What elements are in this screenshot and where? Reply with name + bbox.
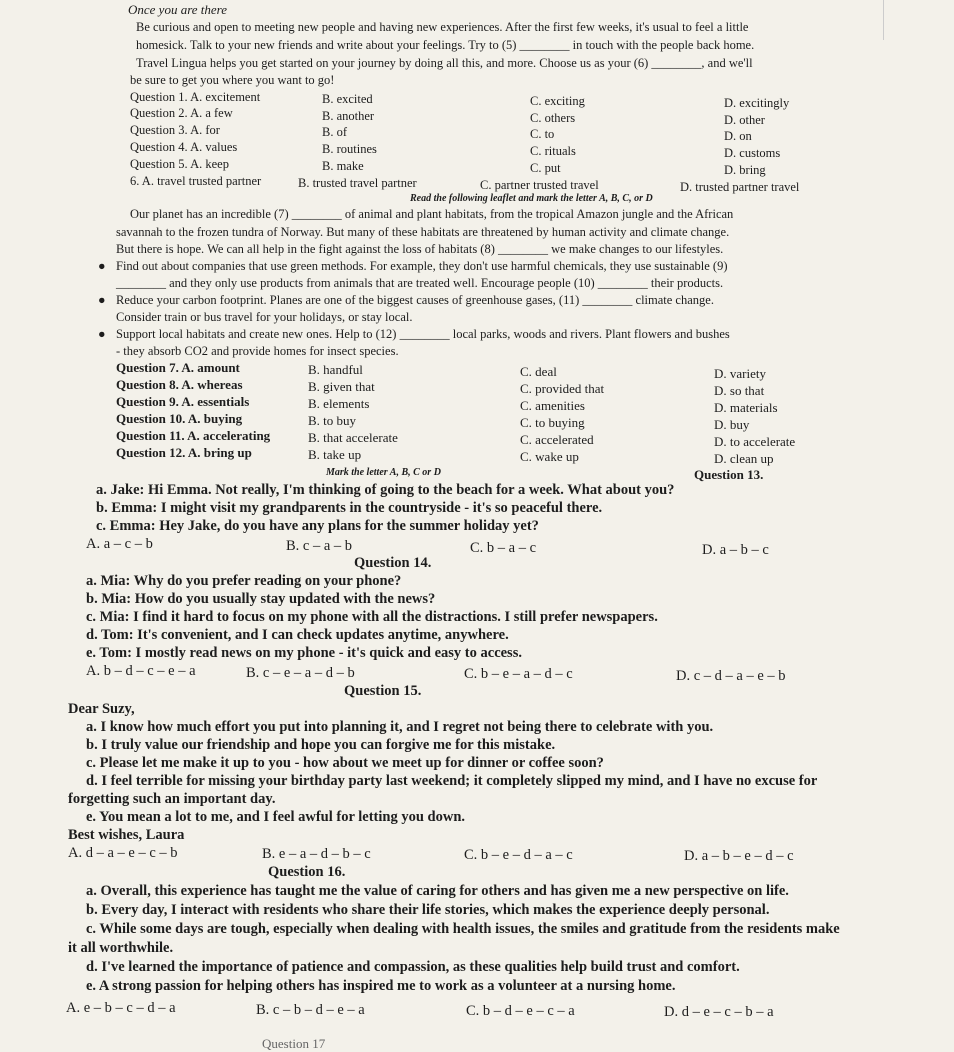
dialogue-line: c. Mia: I find it hard to focus on my phone with all the distractions. I still prefer newspapers. [86,609,658,625]
letter-line: c. Please let me make it up to you - how about we meet up for dinner or coffee soon? [86,755,604,771]
option-d: D. excitingly [724,96,790,110]
letter-closing: Best wishes, Laura [68,827,185,843]
answer-d: D. c – d – a – e – b [676,668,786,684]
question-title: Question 13. [694,467,764,482]
dialogue-line: d. Tom: It's convenient, and I can check updates anytime, anywhere. [86,627,509,643]
leaflet-line: Consider train or bus travel for your holidays, or stay local. [116,310,413,324]
letter-line: forgetting such an important day. [68,791,276,807]
option-row: Question 4. A. values [130,140,238,154]
intro-heading: Once you are there [128,2,228,17]
paragraph-line: b. Every day, I interact with residents who share their life stories, which makes the experience deeply personal. [86,902,770,918]
option-b: B. handful [308,362,363,377]
letter-line: b. I truly value our friendship and hope you can forgive me for this mistake. [86,737,556,753]
option-row: Question 7. A. amount [116,360,240,375]
option-c: C. to [530,127,555,141]
dialogue-line: e. Tom: I mostly read news on my phone - it's quick and easy to access. [86,645,522,661]
bullet-icon: ● [98,327,106,341]
leaflet-line: Our planet has an incredible (7) ________ of animal and plant habitats, from the tropical Amazon jungle and the African [130,207,734,221]
paragraph-line: e. A strong passion for helping others has inspired me to work as a volunteer at a nursing home. [86,978,676,994]
option-row: 6. A. travel trusted partner [130,174,262,188]
option-d: D. materials [714,400,778,415]
question-title: Question 15. [344,683,422,699]
option-b: B. make [322,159,364,173]
option-c: C. wake up [520,449,579,464]
option-d: D. clean up [714,451,774,466]
dialogue-line: c. Emma: Hey Jake, do you have any plans for the summer holiday yet? [96,518,539,534]
option-row: Question 5. A. keep [130,157,229,171]
option-b: B. to buy [308,413,357,428]
option-b: B. excited [322,92,373,106]
option-c: C. exciting [530,94,585,108]
page-edge [883,0,954,40]
leaflet-instruction: Read the following leaflet and mark the letter A, B, C, or D [410,193,653,204]
answer-c: C. b – a – c [470,540,537,556]
dialogue-line: b. Mia: How do you usually stay updated with the news? [86,591,436,607]
option-b: B. given that [308,379,375,394]
option-d: D. trusted partner travel [680,180,800,194]
option-row: Question 10. A. buying [116,411,243,426]
option-c: C. partner trusted travel [480,178,599,192]
letter-line: e. You mean a lot to me, and I feel awful for letting you down. [86,809,466,825]
answer-b: B. c – e – a – d – b [246,665,355,681]
intro-line: be sure to get you where you want to go! [130,73,335,87]
leaflet-line: Reduce your carbon footprint. Planes are one of the biggest causes of greenhouse gases, (11) ________ climate change. [116,293,714,307]
intro-line: Travel Lingua helps you get started on your journey by doing all this, and more. Choose us as your (6) ________, and we'll [136,56,753,70]
option-d: D. customs [724,146,781,160]
option-d: D. buy [714,417,750,432]
option-c: C. accelerated [520,432,594,447]
option-c: C. put [530,161,561,175]
option-row: Question 2. A. a few [130,106,233,120]
answer-a: A. e – b – c – d – a [66,1000,176,1016]
answer-d: D. d – e – c – b – a [664,1004,774,1020]
intro-line: Be curious and open to meeting new people and having new experiences. After the first few weeks, it's usual to feel a little [136,20,749,34]
paragraph-line: d. I've learned the importance of patience and compassion, as these qualities help build trust and comfort. [86,959,740,975]
answer-b: B. e – a – d – b – c [262,846,371,862]
option-c: C. amenities [520,398,585,413]
paragraph-line: a. Overall, this experience has taught me the value of caring for others and has given me a new perspective on life. [86,883,789,899]
question-title: Question 14. [354,555,432,571]
option-c: C. to buying [520,415,585,430]
letter-line: d. I feel terrible for missing your birthday party last weekend; it completely slipped my mind, and I have no excuse for [86,773,818,789]
option-d: D. bring [724,163,766,177]
option-b: B. of [322,125,347,139]
leaflet-line: Support local habitats and create new ones. Help to (12) ________ local parks, woods and rivers. Plant flowers and bushes [116,327,730,341]
option-d: D. to accelerate [714,434,796,449]
option-row: Question 8. A. whereas [116,377,243,392]
option-b: B. another [322,109,375,123]
option-b: B. take up [308,447,362,462]
option-b: B. trusted travel partner [298,176,417,190]
option-b: B. elements [308,396,370,411]
answer-a: A. d – a – e – c – b [68,845,178,861]
paragraph-line: it all worthwhile. [68,940,174,956]
leaflet-line: savannah to the frozen tundra of Norway. But many of these habitats are threatened by human activity and climate change. [116,225,730,239]
intro-line: homesick. Talk to your new friends and write about your feelings. Try to (5) ________ in touch with the people back home. [136,38,755,52]
question-title: Question 16. [268,864,346,880]
answer-a: A. b – d – c – e – a [86,663,196,679]
option-d: D. so that [714,383,765,398]
option-row: Question 3. A. for [130,123,220,137]
mark-instruction: Mark the letter A, B, C or D [326,467,441,478]
option-b: B. that accelerate [308,430,398,445]
letter-line: a. I know how much effort you put into planning it, and I regret not being there to celebrate with you. [86,719,714,735]
answer-a: A. a – c – b [86,536,153,552]
dialogue-line: b. Emma: I might visit my grandparents in the countryside - it's so peaceful there. [96,500,603,516]
option-d: D. on [724,129,752,143]
option-d: D. variety [714,366,766,381]
letter-greeting: Dear Suzy, [68,701,135,717]
option-c: C. others [530,111,576,125]
option-c: C. rituals [530,144,576,158]
answer-c: C. b – d – e – c – a [466,1003,575,1019]
option-row: Question 11. A. accelerating [116,428,271,443]
dialogue-line: a. Mia: Why do you prefer reading on your phone? [86,573,402,589]
answer-c: C. b – e – a – d – c [464,666,573,682]
option-c: C. deal [520,364,557,379]
option-d: D. other [724,113,765,127]
answer-c: C. b – e – d – a – c [464,847,573,863]
option-b: B. routines [322,142,377,156]
option-row: Question 1. A. excitement [130,90,261,104]
leaflet-line: But there is hope. We can all help in the fight against the loss of habitats (8) ________ we make changes to our lifestyles. [116,242,724,256]
leaflet-line: - they absorb CO2 and provide homes for insect species. [116,344,399,358]
dialogue-line: a. Jake: Hi Emma. Not really, I'm thinking of going to the beach for a week. What about you? [96,482,675,498]
answer-d: D. a – b – c [702,542,769,558]
bullet-icon: ● [98,259,106,273]
bullet-icon: ● [98,293,106,307]
option-row: Question 9. A. essentials [116,394,250,409]
question-title: Question 17 [262,1036,326,1051]
answer-d: D. a – b – e – d – c [684,848,794,864]
option-row: Question 12. A. bring up [116,445,252,460]
answer-b: B. c – b – d – e – a [256,1002,365,1018]
leaflet-line: Find out about companies that use green methods. For example, they don't use harmful chemicals, they use sustainable (9) [116,259,728,273]
answer-b: B. c – a – b [286,538,353,554]
option-c: C. provided that [520,381,605,396]
leaflet-line: ________ and they only use products from animals that are treated well. Encourage people (10) ________ their products. [116,276,724,290]
paragraph-line: c. While some days are tough, especially when dealing with health issues, the smiles and gratitude from the residents make [86,921,840,937]
